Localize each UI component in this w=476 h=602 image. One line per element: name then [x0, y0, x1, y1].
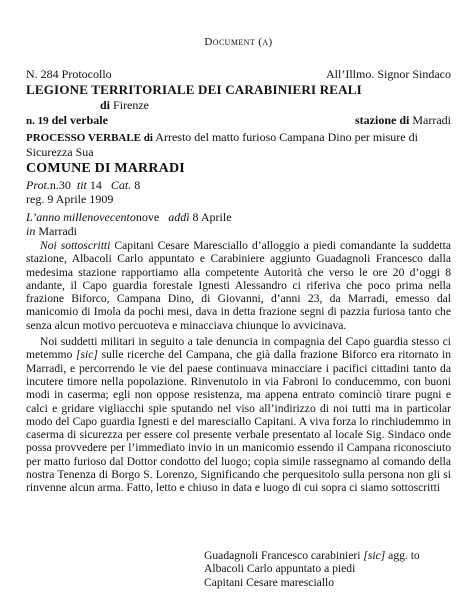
addi-label: addì: [168, 210, 190, 224]
anno-value: nove: [135, 210, 160, 224]
protocol-number: N. 284 Protocollo: [26, 67, 112, 81]
anno-label: L’anno millenovecento: [26, 210, 136, 224]
in-label: in: [26, 224, 36, 238]
signature-line-3: Capitani Cesare maresciallo: [204, 575, 335, 589]
signature-line-1: Guadagnoli Francesco carabinieri [sic] agg. to: [204, 549, 420, 562]
paragraph-1: [26, 239, 451, 332]
processo-row: [26, 130, 451, 159]
paragraph-2: [26, 335, 451, 495]
cat-value: 8: [134, 178, 141, 192]
cat-label: Cat.: [110, 178, 132, 192]
stazione-value: Marradi: [412, 113, 451, 127]
processo-label: PROCESSO VERBALE di: [26, 132, 153, 144]
in-value: Marradi: [38, 224, 77, 238]
legion-city: Firenze: [113, 98, 149, 112]
verbale-label: del verbale: [51, 113, 108, 127]
reg-row: reg. 9 Aprile 1909: [26, 192, 114, 206]
legion-heading: LEGIONE TERRITORIALE DEI CARABINIERI REALI: [26, 82, 362, 97]
anno-row: [26, 210, 451, 224]
tit-label: tit: [76, 178, 87, 192]
verbale-row: [26, 113, 451, 128]
prot-label: Prot.: [26, 178, 50, 192]
di-label: di: [100, 98, 111, 112]
p1-rest: Capitani Cesare Maresciallo d’alloggio a piedi comandante la suddetta stazione, Albacoli Carlo appuntato e Carabiniere aggiunto Guadagnoli Francesco dalla medesima stazione rapportiamo alla competente Autorità che verso le ore 20 d’oggi 8 andante, il Capo guardia forestale Ignesti Alessandro ci riferiva che poco prima nella frazione Biforco, Campana Dino, di Giovanni, d’anni 23, da Marradi, emesso dal manicomio di Imola da pochi mesi, dava in detta frazione segni di pazzia furiosa tanto che senza alcun motivo percuoteva e minacciava chiunque lo avvicinava.: [26, 239, 451, 332]
addressee: All’Illmo. Signor Sindaco: [326, 67, 451, 81]
tit-value: 14: [89, 178, 102, 192]
addi-value: 8 Aprile: [192, 210, 232, 224]
document-caption: Document (a): [204, 36, 273, 48]
processo-text: Arresto del matto furioso Campana Dino per misure di Sicurezza Sua: [26, 130, 418, 159]
protocol-row: [26, 67, 451, 81]
p2-b: sulle ricerche del Campana, che già dalla frazione Biforco era ritornato in Marradi, e percorrendo le vie del paese continuava minacciare i pacifici cittadini tanto da incutere timore nella popolazione. Rinvenutolo in via Fabroni lo conducemmo, con buoni modi in caserma; egli non oppose resistenza, ma appena entrato cominciò tirare pugni e calci e gridare vigliacchi spie sputando nel viso all’indirizzo di noi tutti ma in particolar modo del Capo guardia Ignesti e del maresciallo Capitani. A viva forza lo rinchiudemmo in caserma di sicurezza per essere col presente verbale presentato al locale Sig. Sindaco onde possa provvedere per l’immediato invio in un manicomio essendo il Campana riconosciuto per matto furioso dal Dottor condotto del luogo; copia simile rassegnamo al comando della nostra Tenenza di Borgo S. Lorenzo, Significando che perquesitolo sulla persona non gli si rinvenne alcun arma. Fatto, letto e chiuso in data e luogo di cui sopra ci siamo sottoscritti: [26, 348, 452, 495]
stazione-label: stazione di: [355, 113, 410, 127]
p1-lead: Noi sottoscritti: [40, 239, 111, 252]
legion-city-row: [26, 98, 476, 112]
prot-row: [26, 178, 451, 192]
signature-line-2: Albacoli Carlo appuntato a piedi: [204, 562, 356, 576]
comune-heading: COMUNE DI MARRADI: [26, 161, 185, 176]
body-text: [26, 239, 451, 495]
in-row: [26, 224, 451, 238]
p2-a: Noi suddetti militari in seguito a tale denuncia in compagnia del Capo guardia stesso ci metemmo: [26, 335, 451, 362]
verbale-number: n. 19: [26, 115, 49, 127]
signature-block: [204, 549, 454, 589]
p2-sic: [sic]: [76, 348, 98, 362]
prot-value: n.30: [49, 178, 71, 192]
